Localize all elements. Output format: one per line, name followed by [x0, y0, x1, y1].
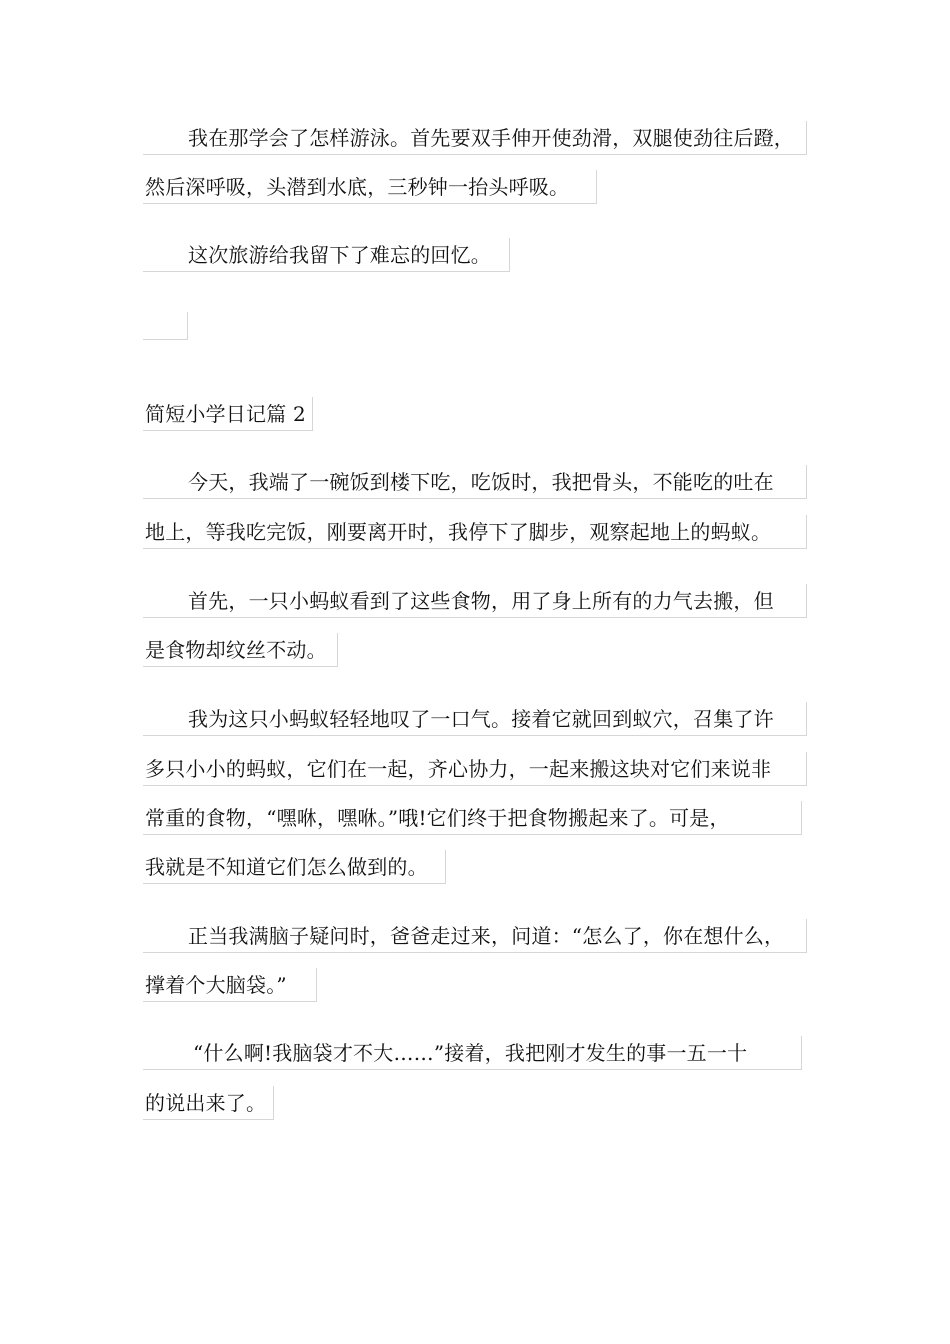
paragraph-line: 地上，等我吃完饭，刚要离开时，我停下了脚步，观察起地上的蚂蚁。: [143, 515, 807, 549]
paragraph-line: 今天，我端了一碗饭到楼下吃，吃饭时，我把骨头，不能吃的吐在: [143, 465, 807, 499]
paragraph-line: 首先，一只小蚂蚁看到了这些食物，用了身上所有的力气去搬，但: [143, 584, 807, 618]
paragraph-line: 正当我满脑子疑问时，爸爸走过来，问道：“怎么了，你在想什么，: [143, 919, 807, 953]
section-heading: 简短小学日记篇 2: [143, 397, 313, 431]
paragraph-line: 我就是不知道它们怎么做到的。: [143, 850, 446, 884]
paragraph-line: 这次旅游给我留下了难忘的回忆。: [143, 238, 510, 272]
paragraph-line: 我为这只小蚂蚁轻轻地叹了一口气。接着它就回到蚁穴，召集了许: [143, 702, 807, 736]
paragraph-line: 的说出来了。: [143, 1086, 274, 1120]
paragraph-line: 我在那学会了怎样游泳。首先要双手伸开使劲滑，双腿使劲往后蹬，: [143, 121, 807, 155]
paragraph-line: 多只小小的蚂蚁，它们在一起，齐心协力，一起来搬这块对它们来说非: [143, 752, 807, 786]
paragraph-line: “什么啊!我脑袋才不大……”接着，我把刚才发生的事一五一十: [143, 1036, 802, 1070]
blank-line: [143, 312, 188, 340]
paragraph-line: 撑着个大脑袋。”: [143, 968, 317, 1002]
paragraph-line: 然后深呼吸，头潜到水底，三秒钟一抬头呼吸。: [143, 170, 597, 204]
paragraph-line: 常重的食物，“嘿咻，嘿咻。”哦!它们终于把食物搬起来了。可是，: [143, 801, 802, 835]
paragraph-line: 是食物却纹丝不动。: [143, 633, 338, 667]
